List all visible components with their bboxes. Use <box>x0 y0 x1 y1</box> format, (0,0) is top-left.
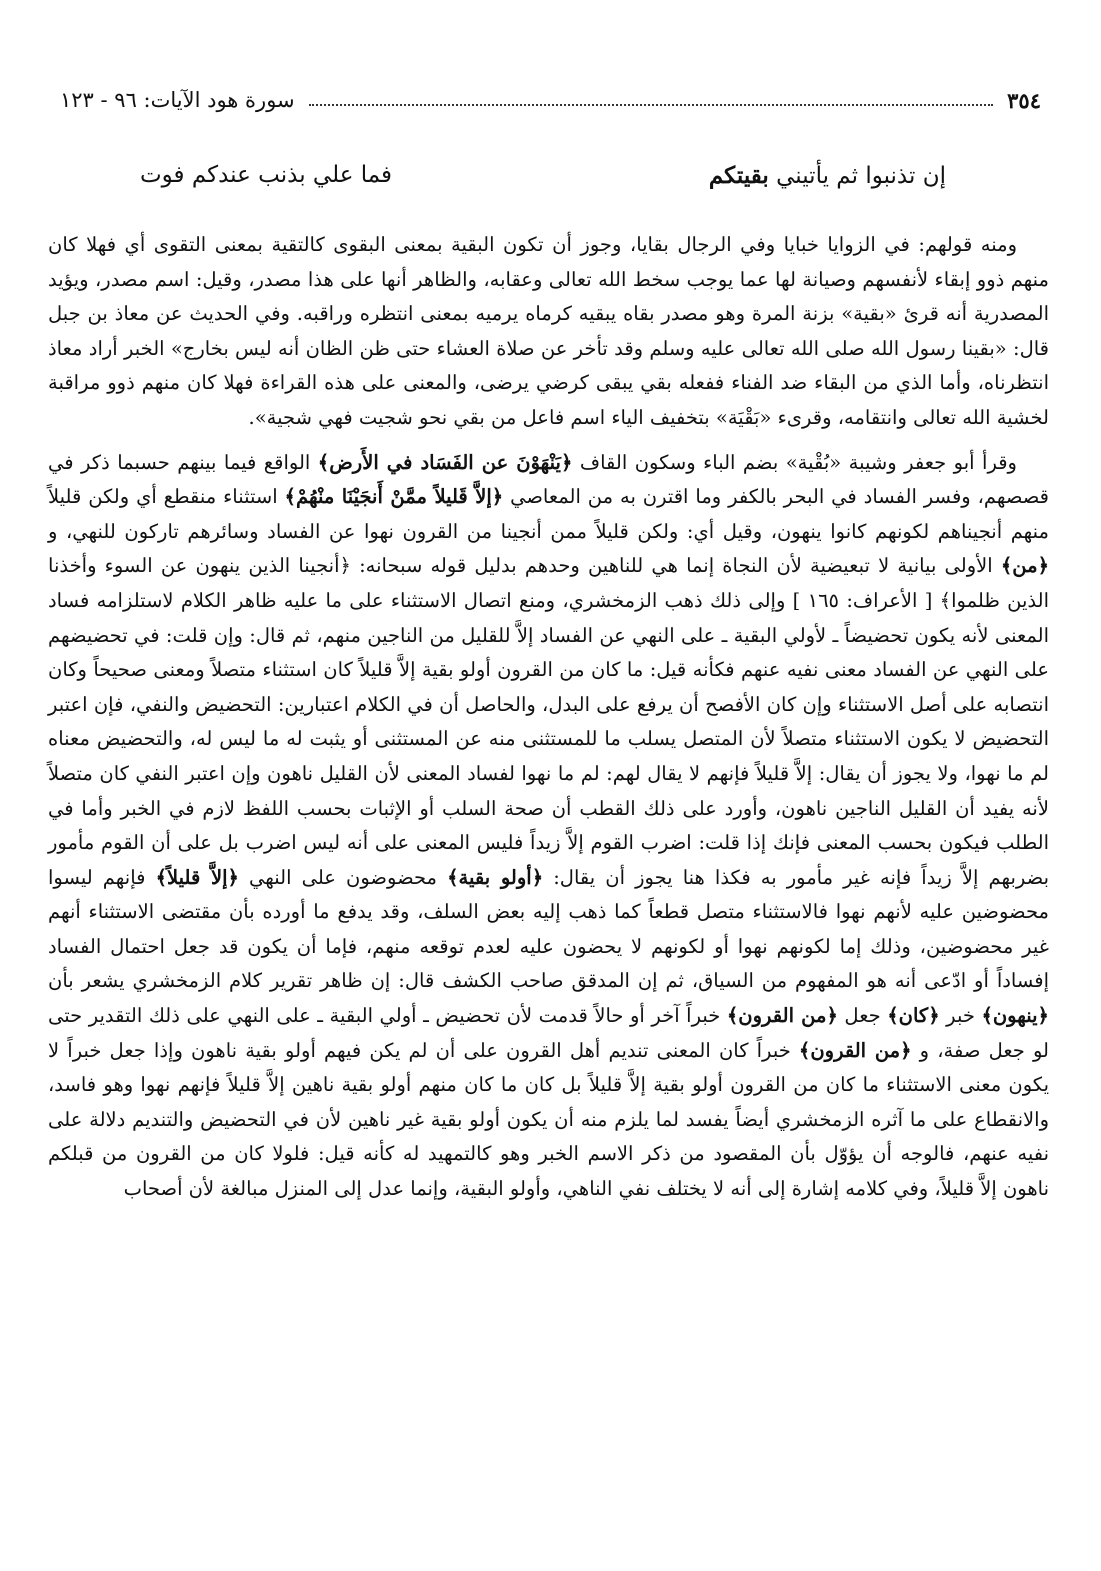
verse-hemistich-1 <box>709 162 946 189</box>
page-number: ٣٥٤ <box>1007 87 1041 113</box>
quran-quote: ﴿من القرون﴾ <box>798 1038 912 1062</box>
poetry-verse <box>60 150 1041 200</box>
paragraph-text: خبراً آخر أو حالاً قدمت لأن تحضيض ـ أولي البقية ـ على النهي على ذلك التقدير حتى لو جعل صفة، و <box>48 1004 1049 1062</box>
quran-quote: ﴿أولو بقية﴾ <box>447 865 544 889</box>
paragraph-text: الأولى بيانية لا تبعيضية لأن النجاة إنما هي للناهين وحدهم بدليل قوله سبحانه: ﴿أنجينا الذين ينهون عن السوء وأخذنا الذين ظلموا﴾ [ الأعراف: ١٦٥ ] وإلى ذلك ذهب الزمخشري، ومنع اتصال الاستثناء على ما عليه ظاهر الكلام لاستلزامه فساد المعنى لأنه يكون تحضيضاً ـ لأولي البقية ـ على النهي عن الفساد إلاَّ للقليل من الناجين منهم، ثم قال: وإن قلت: في تحضيضهم على النهي عن الفساد معنى نفيه عنهم فكأنه قيل: ما كان من القرون أولو بقية إلاَّ قليلاً كان استثناء متصلاً ومعنى صحيحاً وكان انتصابه على أصل الاستثناء وإن كان الأفصح أن يرفع على البدل، والحاصل أن في الكلام اعتبارين: التحضيض والنفي، فإن اعتبر التحضيض لا يكون الاستثناء متصلاً لأن المتصل يسلب ما للمستثنى منه عن المستثنى أو يثبت له ما ليس له، والتحضيض معناه لم ما نهوا، ولا يجوز أن يقال: إلاَّ قليلاً فإنهم لا يقال لهم: لم ما نهوا لفساد المعنى لأن القليل ناهون وإن اعتبر النفي كان متصلاً لأنه يفيد أن القليل الناجين ناهون، وأورد على ذلك القطب أن صحة السلب أو الإثبات بحسب اللفظ لازم في الخبر وأما في الطلب فيكون بحسب المعنى فإنك إذا قلت: اضرب القوم إلاَّ زيداً فليس المعنى على أنه ليس اضرب بل على أن القوم مأمور بضربهم إلاَّ زيداً فإنه غير مأمور به فكذا هنا يجوز أن يقال: <box>48 554 1050 889</box>
paragraph-text: وقرأ أبو جعفر وشيبة «بُقْية» بضم الباء وسكون القاف <box>572 450 1017 474</box>
verse-hemistich-1-text: إن تذنبوا ثم يأتيني <box>776 162 946 189</box>
paragraph-text: ومنه قولهم: في الزوايا خبايا وفي الرجال بقايا، وجوز أن تكون البقية بمعنى البقوى كالتقية بمعنى التقوى أي فهلا كان منهم ذوو إبقاء لأنفسهم وصيانة لها عما يوجب سخط الله تعالى وعقابه، والظاهر أنها على هذا مصدر، وقيل: اسم مصدر، ويؤيد المصدرية أنه قرئ «بقية» بزنة المرة وهو مصدر بقاه يبقيه كرماه يرميه بمعنى انتظره وراقبه. وفي الحديث عن معاذ بن جبل قال: «بقينا رسول الله صلى الله تعالى عليه وسلم وقد تأخر عن صلاة العشاء حتى ظن الظان أنه ليس بخارج» الخبر أراد معاذ انتظرناه، وأما الذي من البقاء ضد الفناء ففعله بقي يبقى كرضي يرضى، والمعنى على هذه القراءة فهلا كان منهم ذوو مراقبة لخشية الله تعالى وانتقامه، وقرىء «بَقْيَة» بتخفيف الياء اسم فاعل من بقي نحو شجيت فهي شجية». <box>48 233 1049 429</box>
verse-hemistich-2: فما علي بذنب عندكم فوت <box>140 162 393 188</box>
paragraph <box>48 228 1049 436</box>
paragraph-text: جعل <box>837 1004 888 1028</box>
quran-quote: ﴿ينهون﴾ <box>981 1004 1049 1028</box>
paragraph-text: الواقع فيما بينهم حسبما ذكر في قصصهم، وفسر الفساد في البحر بالكفر وما اقترن به من المعاصي <box>48 450 1049 509</box>
quran-quote: ﴿من﴾ <box>1000 554 1049 578</box>
paragraph-text: خبر <box>939 1004 982 1028</box>
paragraph-text: محضوضون على النهي <box>238 865 448 889</box>
paragraph-text: استثناء منقطع أي ولكن قليلاً منهم أنجيناهم لكونهم كانوا ينهون، وقيل أي: ولكن قليلاً ممن أنجينا من القرون نهوا عن الفساد وسائرهم تاركون للنهي، و <box>48 485 1049 543</box>
running-header <box>60 78 1041 122</box>
quran-quote: ﴿إلاَّ قليلاً﴾ <box>155 865 239 889</box>
paragraph-text: فإنهم ليسوا محضوضين عليه لأنهم نهوا فالاستثناء متصل قطعاً كما ذهب إليه بعض السلف، وقد يدفع ما أورده بأن مقتضى الاستثناء أنهم غير محضوضين، وذلك إما لكونهم نهوا أو لكونهم لا يحضون عليه لعدم توقعه منهم، فإما أن يكون قد جعل احتمال الفساد إفساداً أو ادّعى أنه هو المفهوم من السياق، ثم إن المدقق صاحب الكشف قال: إن ظاهر تقرير كلام الزمخشري يشعر بأن <box>48 865 1049 993</box>
paragraph <box>48 446 1049 1207</box>
quran-quote: ﴿يَنْهَوْنَ عن الفَسَاد في الأَرض﴾ <box>317 450 573 474</box>
quran-quote: ﴿كان﴾ <box>887 1004 940 1028</box>
paragraph-text: خبراً كان المعنى تنديم أهل القرون على أن لم يكن فيهم أولو بقية ناهون وإذا جعل خبراً لا يكون معنى الاستثناء ما كان من القرون أولو بقية إلاَّ قليلاً بل كان ما كان منهم أولو بقية ناهين إلاَّ قليلاً فإنهم نهوا وهو فاسد، والانقطاع على ما آثره الزمخشري أيضاً يفسد لما يلزم منه أن يكون أولو بقية غير ناهين لأن في التحضيض والتنديم دلالة على نفيه عنهم، فالوجه أن يؤوّل بأن المقصود من ذكر الاسم الخبر وهو كالتمهيد له كأنه قيل: فلولا كان من القرون من قبلكم ناهون إلاَّ قليلاً، وفي كلامه إشارة إلى أنه لا يختلف نفي الناهي، وأولو البقية، وإنما عدل إلى المنزل مبالغة لأن أصحاب <box>48 1038 1049 1201</box>
header-leader-dots <box>309 94 994 106</box>
header-title: سورة هود الآيات: ٩٦ - ١٢٣ <box>60 88 295 112</box>
verse-hemistich-1-keyword: بقيتكم <box>708 161 769 189</box>
body-text <box>48 228 1049 1207</box>
quran-quote: ﴿من القرون﴾ <box>726 1004 838 1028</box>
quran-quote: ﴿إلاَّ قَليلاً ممَّنْ أَنجَيْنَا منْهُمْ﴾ <box>284 485 504 509</box>
